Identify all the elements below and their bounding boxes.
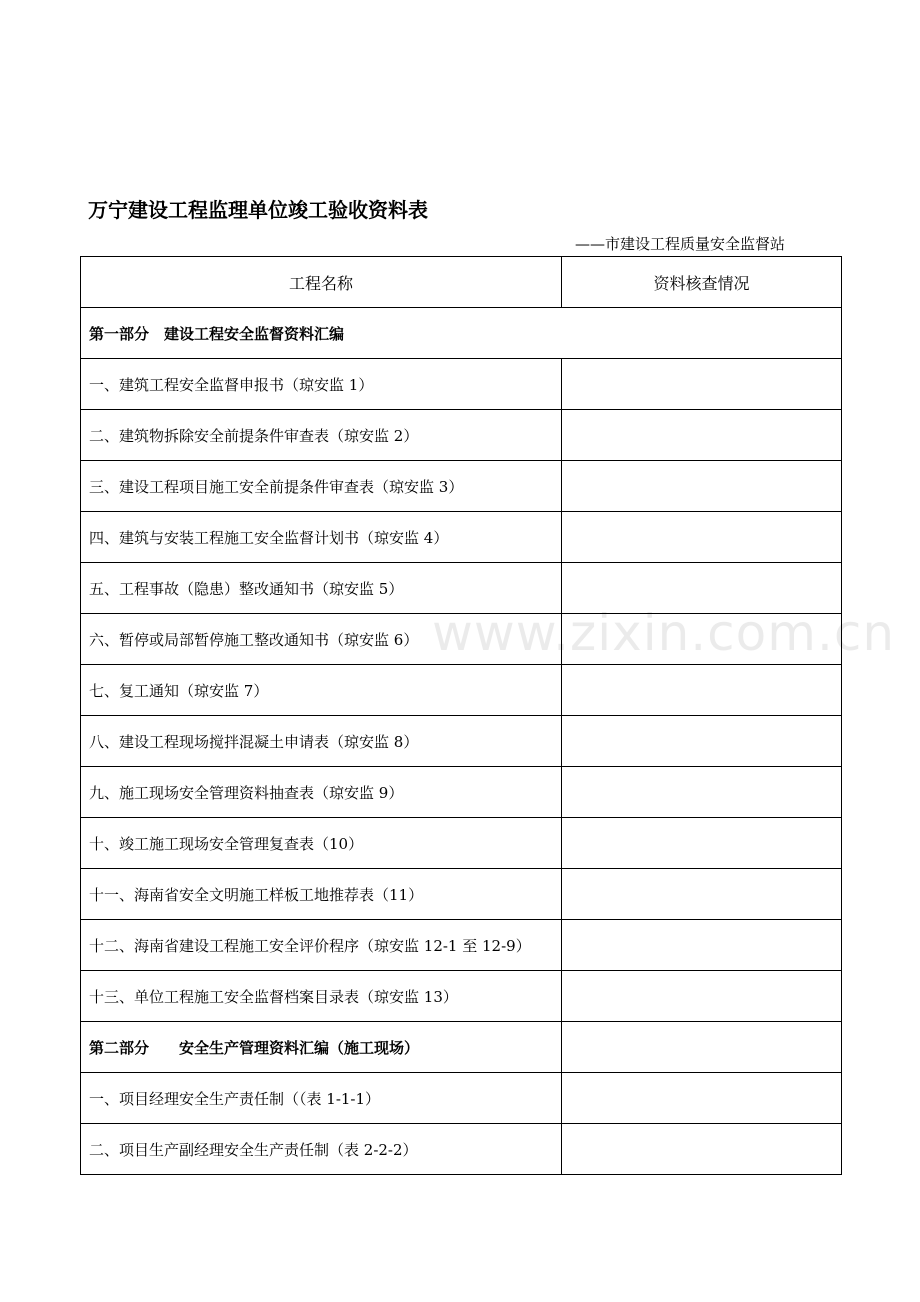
status-cell[interactable] (562, 1073, 842, 1124)
row-label: 七、复工通知（琼安监 7） (81, 665, 562, 716)
status-cell[interactable] (562, 716, 842, 767)
table-row (81, 1124, 842, 1175)
section-title-part1: 第一部分 建设工程安全监督资料汇编 (81, 308, 842, 359)
table-row (81, 359, 842, 410)
table-row (81, 767, 842, 818)
row-label: 九、施工现场安全管理资料抽查表（琼安监 9） (81, 767, 562, 818)
document-title: 万宁建设工程监理单位竣工验收资料表 (88, 198, 428, 222)
row-label: 一、建筑工程安全监督申报书（琼安监 1） (81, 359, 562, 410)
status-cell[interactable] (562, 410, 842, 461)
status-cell[interactable] (562, 512, 842, 563)
section-row (81, 308, 842, 359)
status-cell[interactable] (562, 461, 842, 512)
row-label: 八、建设工程现场搅拌混凝土申请表（琼安监 8） (81, 716, 562, 767)
section-title-part2: 第二部分 安全生产管理资料汇编（施工现场） (81, 1022, 562, 1073)
row-label: 十三、单位工程施工安全监督档案目录表（琼安监 13） (81, 971, 562, 1022)
row-label: 四、建筑与安装工程施工安全监督计划书（琼安监 4） (81, 512, 562, 563)
row-label: 五、工程事故（隐患）整改通知书（琼安监 5） (81, 563, 562, 614)
table-row (81, 1073, 842, 1124)
table-row (81, 920, 842, 971)
table-row (81, 410, 842, 461)
status-cell[interactable] (562, 869, 842, 920)
status-cell[interactable] (562, 614, 842, 665)
header-project-name: 工程名称 (81, 257, 562, 308)
inspection-table (80, 256, 842, 1175)
table-row (81, 461, 842, 512)
status-cell[interactable] (562, 971, 842, 1022)
table-row (81, 716, 842, 767)
row-label: 二、项目生产副经理安全生产责任制（表 2-2-2） (81, 1124, 562, 1175)
document-subtitle: ——市建设工程质量安全监督站 (575, 235, 786, 253)
status-cell[interactable] (562, 1022, 842, 1073)
row-label: 三、建设工程项目施工安全前提条件审查表（琼安监 3） (81, 461, 562, 512)
row-label: 十、竣工施工现场安全管理复查表（10） (81, 818, 562, 869)
table-row (81, 512, 842, 563)
watermark: www.zixin.com.cn (432, 604, 896, 662)
section-row (81, 1022, 842, 1073)
table-row (81, 614, 842, 665)
status-cell[interactable] (562, 767, 842, 818)
status-cell[interactable] (562, 563, 842, 614)
status-cell[interactable] (562, 359, 842, 410)
table-row (81, 971, 842, 1022)
row-label: 二、建筑物拆除安全前提条件审查表（琼安监 2） (81, 410, 562, 461)
table-row (81, 563, 842, 614)
row-label: 十二、海南省建设工程施工安全评价程序（琼安监 12-1 至 12-9） (81, 920, 562, 971)
row-label: 一、项目经理安全生产责任制（（表 1-1-1） (81, 1073, 562, 1124)
header-inspection-status: 资料核查情况 (562, 257, 842, 308)
row-label: 十一、海南省安全文明施工样板工地推荐表（11） (81, 869, 562, 920)
row-label: 六、暂停或局部暂停施工整改通知书（琼安监 6） (81, 614, 562, 665)
status-cell[interactable] (562, 920, 842, 971)
table-row (81, 869, 842, 920)
table-row (81, 665, 842, 716)
status-cell[interactable] (562, 665, 842, 716)
table-header-row (81, 257, 842, 308)
status-cell[interactable] (562, 818, 842, 869)
table-row (81, 818, 842, 869)
status-cell[interactable] (562, 1124, 842, 1175)
